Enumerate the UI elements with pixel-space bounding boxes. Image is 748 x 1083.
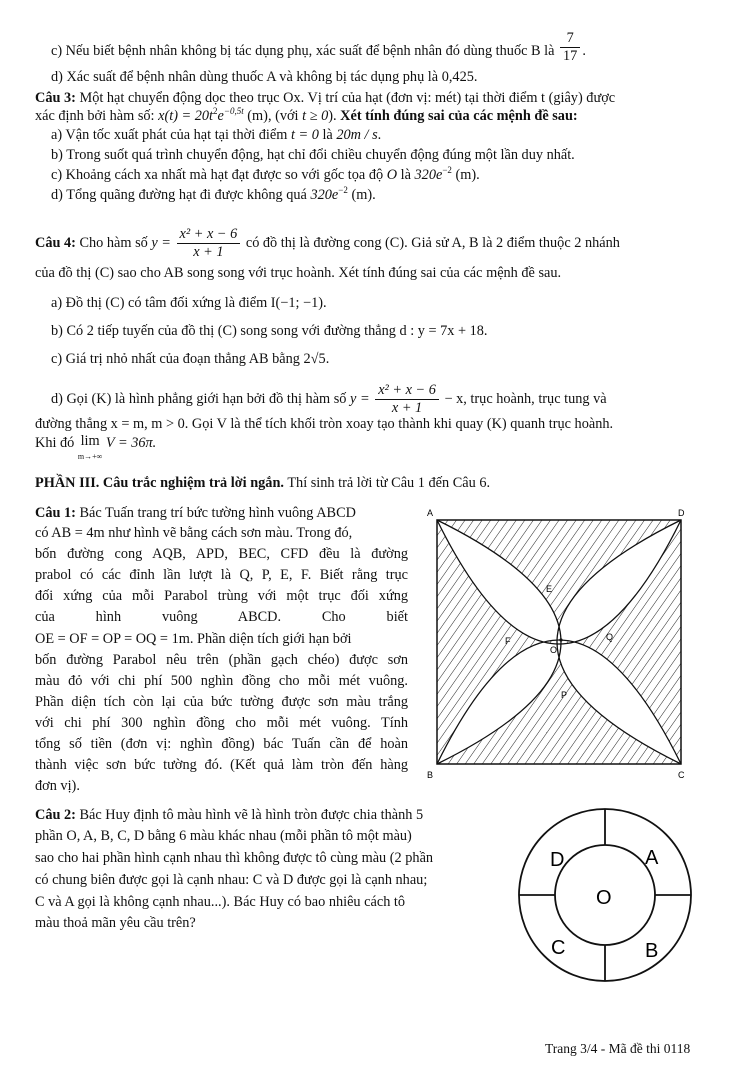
q3-formula-e: e [217, 108, 224, 124]
p3q2-line-2: sao cho hai phần hình cạnh nhau thì không được tô cùng màu (2 phần [35, 850, 434, 866]
square-parabola-figure [425, 500, 695, 780]
q4d-frac-num: x² + x − 6 [375, 382, 439, 400]
p3q1-line-11: tổng số tiền (đơn vị: nghìn đồng) bác Tuấn cần để hoàn [35, 736, 408, 752]
q3-formula-exp2: −0,5t [223, 106, 244, 117]
q3a-mid: là [322, 127, 333, 143]
q3-label: Câu 3: [35, 90, 76, 106]
p3q1-line-13: đơn vị). [35, 778, 80, 794]
q4-y-eq: y = [151, 234, 171, 251]
p3q1-line-3: prabol có các đỉnh lần lượt là Q, P, E, F. Biết rằng trục [35, 567, 408, 583]
q3-statement-b: b) Trong suốt quá trình chuyển động, hạt chỉ đổi chiều chuyển động đúng một lần duy nhất. [51, 147, 575, 163]
q3-statement-a [51, 126, 381, 144]
label-f: F [505, 636, 511, 646]
q3c-pre: c) Khoảng cách xa nhất mà hạt đạt được so với gốc tọa độ [51, 167, 384, 183]
q4-line1 [35, 226, 620, 261]
label-p: P [561, 690, 568, 700]
q3a-val: 20m / s [336, 127, 378, 143]
q4d-line3-a: Khi đó [35, 435, 75, 451]
q3-line2-a: xác định bởi hàm số: [35, 108, 155, 124]
hatched-region [437, 520, 681, 764]
label-a: A [427, 508, 434, 518]
q4c-end: . [325, 351, 330, 367]
region-label-c: C [551, 937, 566, 959]
q3-line2 [35, 107, 578, 125]
q4d-line3-b: V = 36π. [105, 435, 157, 451]
q4-pre: Cho hàm số [79, 234, 148, 251]
center-point-o [559, 638, 562, 641]
p3q1-line-12: thành việc sơn bức tường đó. (Kết quả làm tròn đến hàng [35, 757, 408, 773]
q3d-pre: d) Tổng quãng đường hạt đi được không quá [51, 187, 307, 203]
q3a-end: . [377, 127, 382, 143]
q4d-lim: lim [80, 433, 100, 449]
q3c-exp: −2 [442, 165, 452, 176]
q2c-tail: . [582, 42, 586, 59]
p3q1-line-5: của hình vuông ABCD. Cho biết [35, 609, 408, 625]
q2-statement-d: d) Xác suất để bệnh nhân dùng thuốc A và không bị tác dụng phụ là 0,425. [51, 69, 478, 85]
label-b: B [427, 770, 434, 780]
p3q1-line-10: với chi phí 300 nghìn đồng cho mỗi mét vuông. Tính [35, 715, 408, 731]
p3q1-label: Câu 1: [35, 505, 76, 521]
part3-title: PHẦN III. Câu trắc nghiệm trả lời ngắn. [35, 475, 284, 491]
q2-statement-c [51, 30, 586, 65]
label-e: E [546, 584, 553, 594]
q4-statement-d [51, 382, 607, 417]
page-footer: Trang 3/4 - Mã đề thi 0118 [545, 1041, 691, 1056]
q3c-end: (m). [455, 167, 480, 183]
region-label-b: B [645, 940, 659, 962]
region-label-o: O [596, 887, 612, 909]
q4d-line2: đường thẳng x = m, m > 0. Gọi V là thể tích khối tròn xoay tạo thành khi quay (K) quanh trục hoành. [35, 416, 614, 432]
q4c-pre: c) Giá trị nhỏ nhất của đoạn thẳng AB bằng [51, 351, 300, 367]
q3c-origin: O [386, 167, 398, 183]
q4c-val: 2√5 [303, 351, 326, 367]
p3q1-line-9: Phần diện tích còn lại của bức tường được sơn màu trắng [35, 694, 408, 710]
p3q1-line-7: bốn đường Parabol nêu trên (phần gạch chéo) được sơn [35, 652, 408, 668]
q3-line1-text: Một hạt chuyển động dọc theo trục Ox. Vị trí của hạt (đơn vị: mét) tại thời điểm t (giây) được [79, 90, 616, 106]
label-c: C [678, 770, 685, 780]
p3q2-line-1: phần O, A, B, C, D bằng 6 màu khác nhau (mỗi phần tô một màu) [35, 828, 412, 844]
p3q2-label: Câu 2: [35, 807, 76, 823]
q4d-post: − x, trục hoành, trục tung và [444, 390, 607, 407]
q3-cond: t ≥ 0 [302, 108, 329, 124]
q3-formula-exp1: 2 [213, 106, 218, 117]
p3q2-line-3: có chung biên được gọi là cạnh nhau: C và D được gọi là cạnh nhau; [35, 872, 428, 888]
q3d-exp: −2 [338, 185, 348, 196]
q4-label: Câu 4: [35, 234, 76, 251]
q3c-mid: là [400, 167, 411, 183]
p3q1-line-1: có AB = 4m như hình vẽ bằng cách sơn màu. Trong đó, [35, 525, 353, 541]
label-q: Q [606, 632, 614, 642]
q4-line2: của đồ thị (C) sao cho AB song song với trục hoành. Xét tính đúng sai của các mệnh đề sau. [35, 265, 562, 281]
q2c-frac-den: 17 [563, 48, 578, 64]
p3q2-line-0 [35, 806, 423, 824]
region-label-a: A [645, 847, 659, 869]
q2c-frac-num: 7 [560, 30, 580, 48]
q4-post: có đồ thị là đường cong (C). Giả sử A, B là 2 điểm thuộc 2 nhánh [245, 234, 620, 251]
q3a-pre: a) Vận tốc xuất phát của hạt tại thời điểm [51, 127, 288, 143]
region-label-d: D [550, 849, 565, 871]
q4d-pre: d) Gọi (K) là hình phẳng giới hạn bởi đồ thị hàm số [51, 390, 347, 407]
q4-statement-c [51, 350, 329, 368]
q4d-frac-den: x + 1 [391, 400, 423, 416]
p3q1-line-8: màu đỏ với chi phí 500 nghìn đồng cho mỗi mét vuông. [35, 673, 408, 689]
p3q2-line-5: màu thoả mãn yêu cầu trên? [35, 915, 196, 931]
q4d-limit [78, 434, 102, 464]
q3-instruction: Xét tính đúng sai của các mệnh đề sau: [340, 108, 578, 124]
q4-fraction [177, 226, 241, 261]
q4-statement-b: b) Có 2 tiếp tuyến của đồ thị (C) song song với đường thẳng d : y = 7x + 18. [51, 323, 488, 339]
q2c-text: c) Nếu biết bệnh nhân không bị tác dụng phụ, xác suất để bệnh nhân đó dùng thuốc B là [51, 42, 555, 59]
p3q1-line-2: bốn đường cong AQB, APD, BEC, CFD đều là đường [35, 546, 408, 562]
q3d-end: (m). [351, 187, 376, 203]
q4d-lim-sub: m→+∞ [77, 452, 103, 461]
p3q2-line-4: C và A gọi là không cạnh nhau...). Bác Huy có bao nhiêu cách tô [35, 894, 406, 910]
q4-frac-den: x + 1 [193, 244, 224, 260]
q3d-val: 320e [310, 187, 339, 203]
circle-regions-figure [515, 805, 695, 985]
q3a-t: t = 0 [290, 127, 319, 143]
part3-heading [35, 474, 490, 492]
label-o: O [550, 645, 558, 655]
p3q1-line-0-text: Bác Tuấn trang trí bức tường hình vuông ABCD [79, 505, 356, 521]
q3c-val: 320e [414, 167, 443, 183]
p3q1-line-0 [35, 504, 356, 522]
q2c-fraction [560, 30, 580, 65]
part3-rest: Thí sinh trả lời từ Câu 1 đến Câu 6. [287, 475, 491, 491]
q4-statement-a: a) Đồ thị (C) có tâm đối xứng là điểm I(−1; −1). [51, 295, 327, 311]
q4d-line3 [35, 434, 156, 464]
q3-statement-d [51, 186, 376, 204]
q4-frac-num: x² + x − 6 [177, 226, 241, 244]
q4d-y: y = [350, 390, 370, 407]
p3q1-line-4: đối xứng của mỗi Parabol trùng với một trục đối xứng [35, 588, 408, 604]
p3q1-line-6: OE = OF = OP = OQ = 1m. Phần diện tích giới hạn bởi [35, 631, 352, 647]
q3-line2-b: (m), (với [247, 108, 299, 124]
label-d: D [678, 508, 685, 518]
q3-line1 [35, 89, 715, 107]
q3-formula: x(t) = 20t [158, 108, 214, 124]
q4d-fraction [375, 382, 439, 417]
q3-statement-c [51, 166, 480, 184]
p3q2-line-0-text: Bác Huy định tô màu hình vẽ là hình tròn được chia thành 5 [79, 807, 424, 823]
q3-line2-c: ). [328, 108, 337, 124]
